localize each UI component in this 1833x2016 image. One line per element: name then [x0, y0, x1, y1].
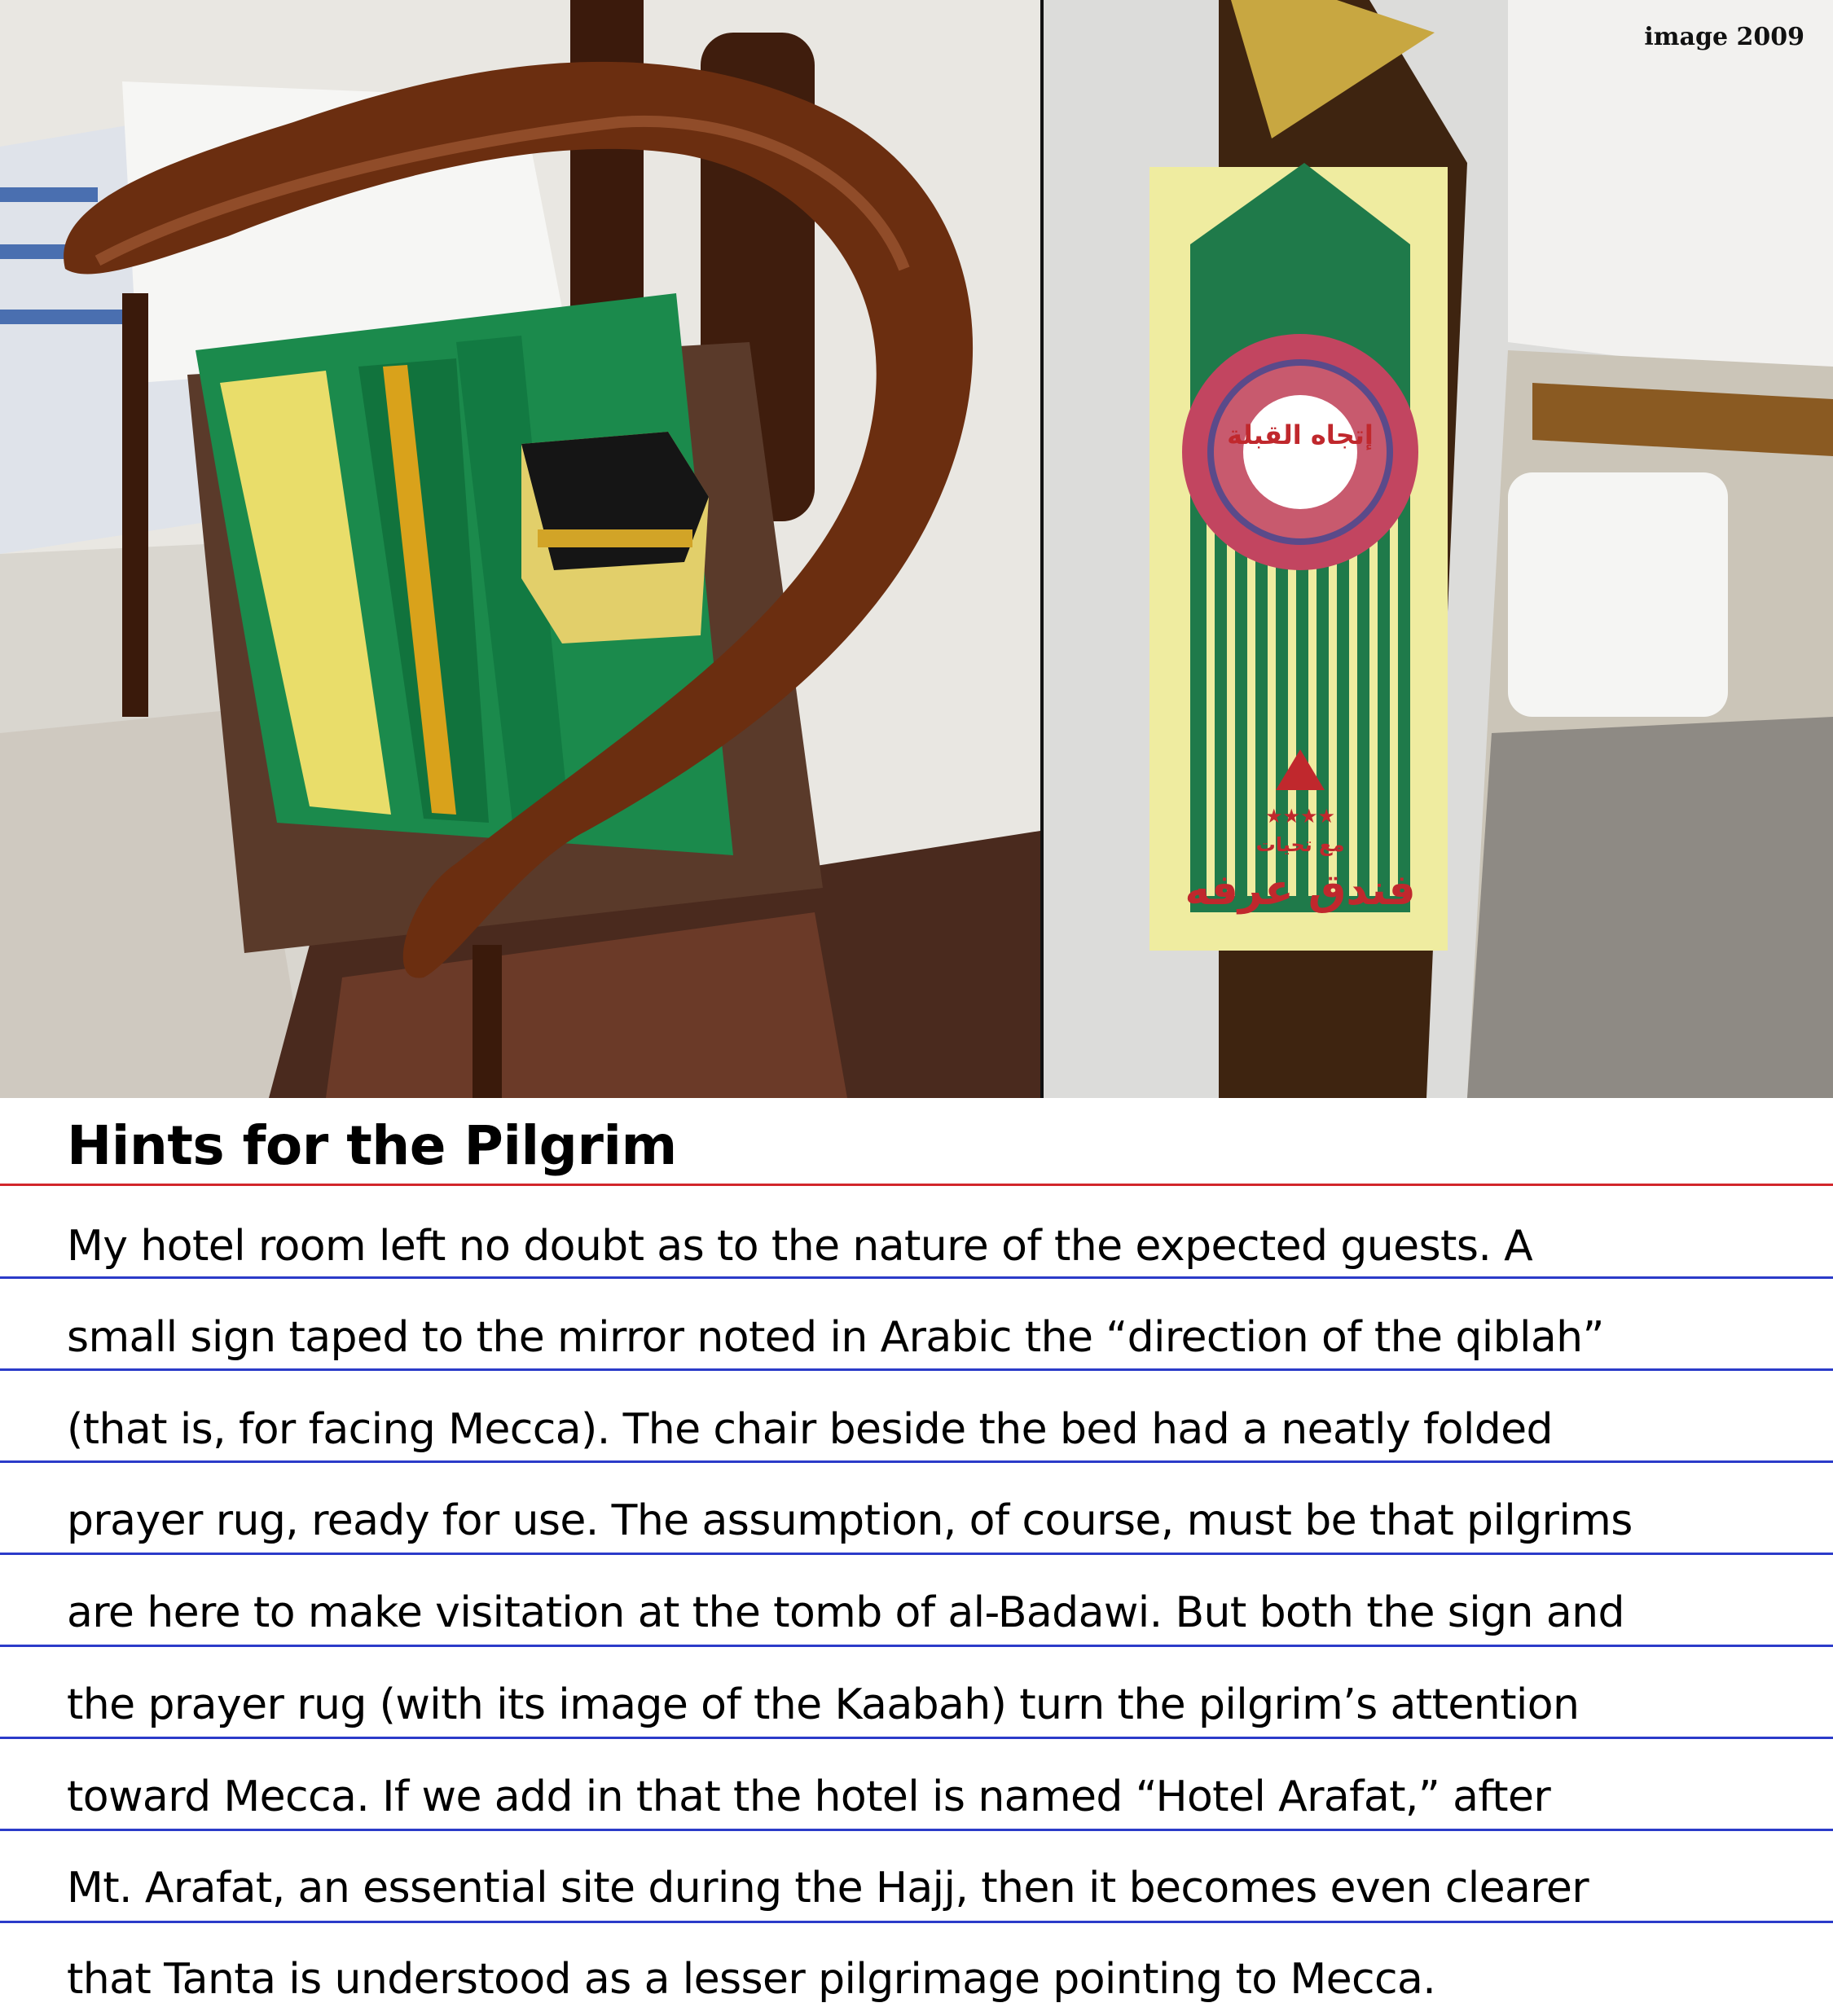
article-line: (that is, for facing Mecca). The chair beside the bed had a neatly folded	[67, 1405, 1553, 1454]
sign-greeting: مع تحيات	[1255, 833, 1345, 856]
article-line: the prayer rug (with its image of the Kaabah) turn the pilgrim’s attention	[67, 1680, 1580, 1729]
article-title: Hints for the Pilgrim	[67, 1114, 677, 1177]
image-label: image 2009	[1644, 23, 1804, 51]
title-rule	[0, 1184, 1833, 1186]
line-rule	[0, 1921, 1833, 1923]
article-line: Mt. Arafat, an essential site during the Hajj, then it becomes even clearer	[67, 1864, 1589, 1913]
line-rule	[0, 1460, 1833, 1463]
line-rule	[0, 1368, 1833, 1371]
article-line: small sign taped to the mirror noted in Arabic the “direction of the qiblah”	[67, 1313, 1604, 1362]
line-rule	[0, 1276, 1833, 1279]
line-rule	[0, 1553, 1833, 1555]
article-line: My hotel room left no doubt as to the nature of the expected guests. A	[67, 1222, 1533, 1271]
line-rule	[0, 1829, 1833, 1831]
line-rule	[0, 1645, 1833, 1647]
chair-prayer-rug-photo	[0, 0, 1040, 1098]
article-line: that Tanta is understood as a lesser pilgrimage pointing to Mecca.	[67, 1955, 1436, 2004]
sign-stars: ★★★★	[1264, 805, 1336, 828]
article-line: toward Mecca. If we add in that the hotel is named “Hotel Arafat,” after	[67, 1772, 1551, 1821]
sign-hotel-name: فندق عرفه	[1185, 866, 1416, 915]
sign-qiblah-text: إتجاه القبلة	[1227, 419, 1374, 450]
article-line: are here to make visitation at the tomb of al-Badawi. But both the sign and	[67, 1588, 1624, 1637]
article-line: prayer rug, ready for use. The assumption, of course, must be that pilgrims	[67, 1496, 1633, 1545]
line-rule	[0, 1737, 1833, 1739]
qiblah-sign-photo	[1044, 0, 1833, 1098]
